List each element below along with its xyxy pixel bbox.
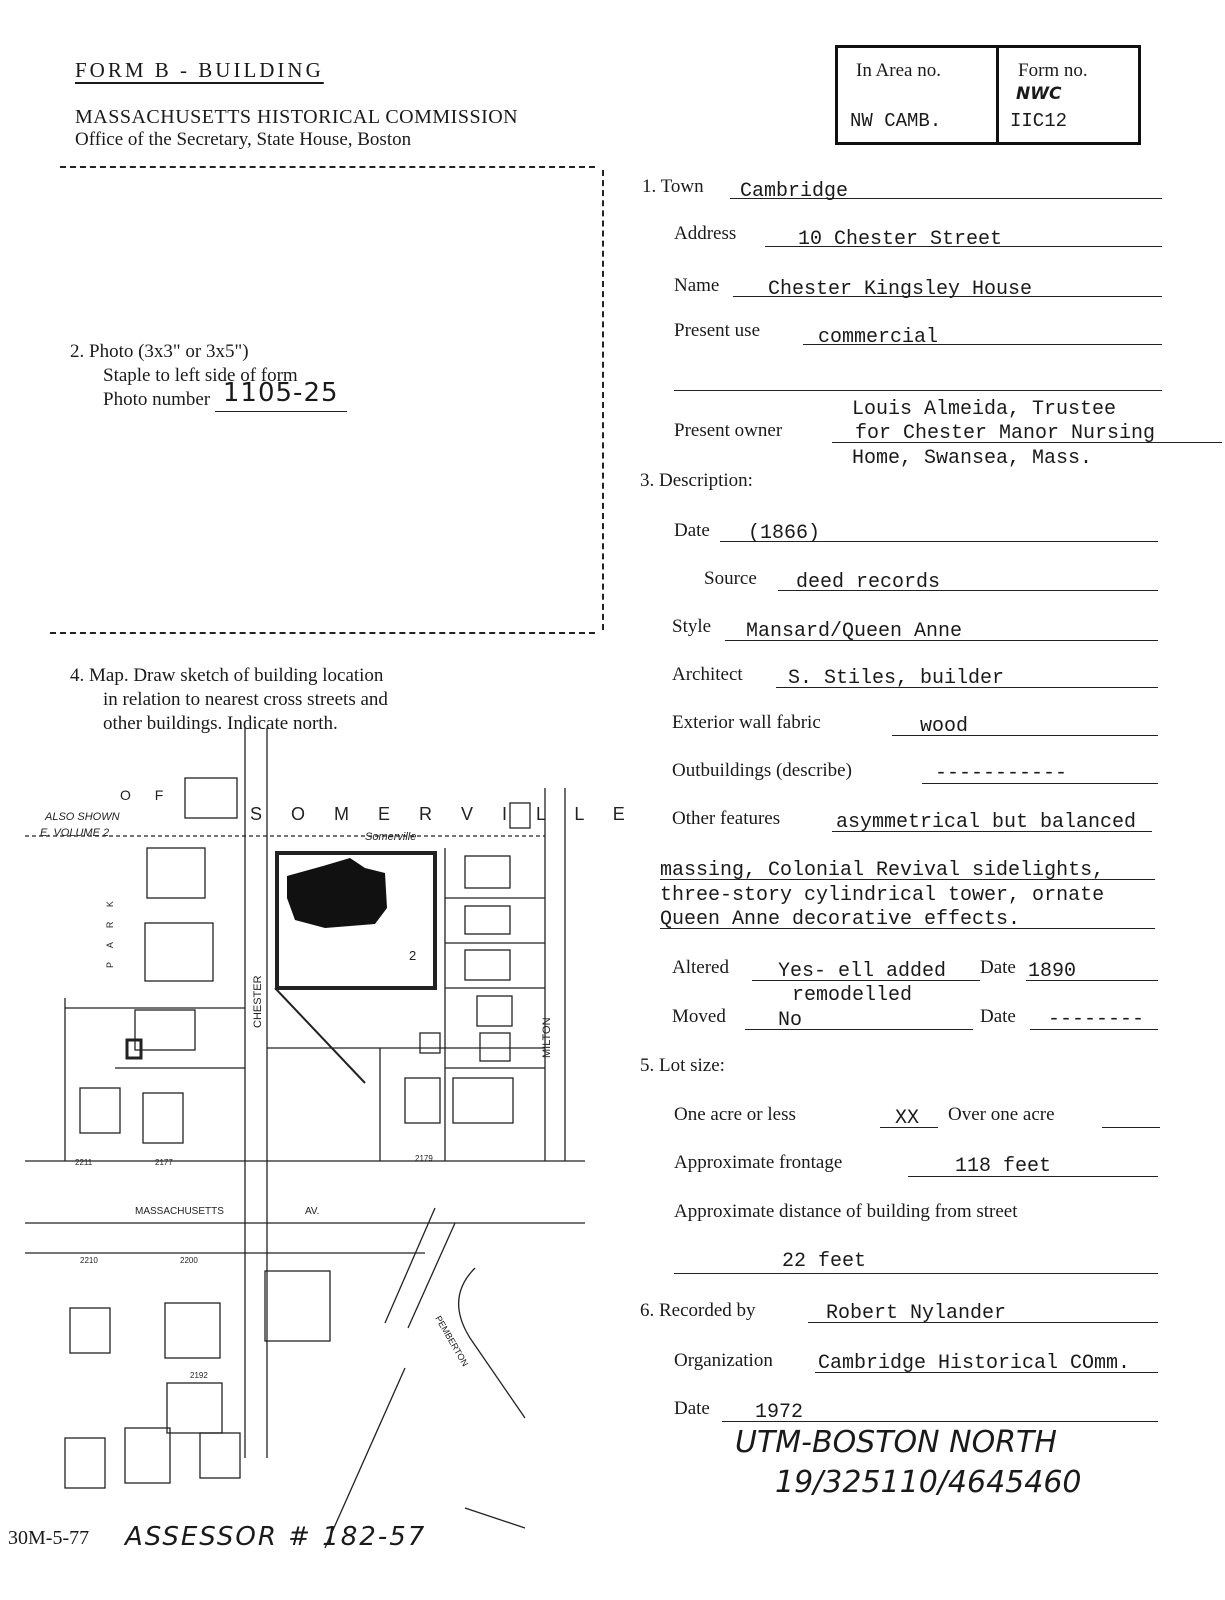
acre-less-label: One acre or less	[674, 1104, 796, 1125]
utm-line-1: UTM-BOSTON NORTH	[735, 1425, 1057, 1460]
organization-label: Organization	[674, 1350, 773, 1371]
label-somerville-small: Somerville	[365, 831, 417, 843]
altered-label: Altered	[672, 957, 729, 978]
label-somerville: S O M E R V I L L E	[250, 804, 637, 824]
style-label: Style	[672, 616, 712, 637]
features-line-4[interactable]: Queen Anne decorative effects.	[660, 908, 1021, 931]
date-label: Date	[674, 520, 710, 541]
fabric-value[interactable]: wood	[920, 715, 969, 738]
agency-name: MASSACHUSETTS HISTORICAL COMMISSION	[75, 106, 519, 128]
address-value[interactable]: 10 Chester Street	[798, 228, 1003, 251]
description-label: 3. Description:	[640, 470, 753, 491]
photo-instructions	[70, 340, 347, 412]
recorded-value[interactable]: Robert Nylander	[826, 1302, 1007, 1325]
utm-line-2: 19/325110/4645460	[775, 1465, 1082, 1500]
label-2211: 2211	[75, 1158, 93, 1167]
id-box-divider	[996, 48, 999, 142]
date-value[interactable]: (1866)	[748, 522, 821, 545]
location-map	[25, 728, 637, 1548]
acre-over-line	[1102, 1127, 1160, 1128]
label-of: O F	[120, 787, 174, 803]
label-chester: CHESTER	[252, 975, 264, 1028]
owner-label: Present owner	[674, 420, 783, 441]
features-line-2[interactable]: massing, Colonial Revival sidelights,	[660, 859, 1105, 882]
photo-number-value[interactable]: 1105-25	[222, 378, 339, 408]
altered-line-2[interactable]: remodelled	[792, 984, 913, 1007]
style-value[interactable]: Mansard/Queen Anne	[746, 620, 963, 643]
label-2192: 2192	[190, 1371, 208, 1380]
present-use-value[interactable]: commercial	[818, 326, 939, 349]
photo-area-bottom-border	[50, 632, 595, 634]
form-value-handwritten: NWC	[1016, 84, 1062, 104]
assessor-number: ASSESSOR # 182-57	[125, 1522, 427, 1552]
label-2200: 2200	[180, 1256, 198, 1265]
photo-line-2: Staple to left side of form	[103, 365, 298, 386]
label-park: P A R K	[105, 895, 115, 968]
distance-value[interactable]: 22 feet	[782, 1250, 867, 1273]
label-massachusetts: MASSACHUSETTS	[135, 1206, 224, 1217]
label-2179: 2179	[415, 1154, 433, 1163]
moved-date-label: Date	[980, 1006, 1016, 1027]
features-underline-2	[660, 879, 1155, 880]
moved-value[interactable]: No	[778, 1009, 803, 1032]
source-label: Source	[704, 568, 757, 589]
outbuildings-label: Outbuildings (describe)	[672, 760, 852, 781]
features-label: Other features	[672, 808, 781, 829]
owner-line-3[interactable]: Home, Swansea, Mass.	[852, 447, 1093, 470]
features-line-1[interactable]: asymmetrical but balanced	[836, 811, 1137, 834]
architect-value[interactable]: S. Stiles, builder	[788, 667, 1005, 690]
outbuildings-value[interactable]: -----------	[935, 762, 1068, 785]
photo-number-label: Photo number	[103, 389, 211, 410]
features-line-3[interactable]: three-story cylindrical tower, ornate	[660, 884, 1105, 907]
address-label: Address	[674, 223, 737, 244]
town-value[interactable]: Cambridge	[740, 180, 849, 203]
photo-area-top-border	[60, 166, 595, 168]
form-title: FORM B - BUILDING	[75, 58, 324, 82]
area-label: In Area no.	[856, 60, 941, 81]
map-line-1: 4. Map. Draw sketch of building location	[70, 665, 384, 686]
acre-less-value[interactable]: XX	[895, 1107, 920, 1130]
form-code: 30M-5-77	[8, 1527, 90, 1549]
recorded-label: 6. Recorded by	[640, 1300, 756, 1321]
organization-value[interactable]: Cambridge Historical COmm.	[818, 1352, 1131, 1375]
owner-line-2[interactable]: for Chester Manor Nursing	[855, 422, 1156, 445]
label-volume: E. VOLUME 2	[40, 827, 110, 839]
label-also-shown: ALSO SHOWN	[45, 811, 120, 823]
label-pemberton: PEMBERTON	[433, 1314, 471, 1369]
altered-value[interactable]: Yes- ell added	[778, 960, 947, 983]
altered-date-value[interactable]: 1890	[1028, 960, 1077, 983]
fabric-label: Exterior wall fabric	[672, 712, 821, 733]
architect-label: Architect	[672, 664, 743, 685]
lot-size-label: 5. Lot size:	[640, 1055, 725, 1076]
moved-label: Moved	[672, 1006, 726, 1027]
form-id-box	[835, 45, 1141, 145]
photo-number-row	[70, 378, 347, 412]
distance-line	[674, 1273, 1158, 1274]
agency-office: Office of the Secretary, State House, Boston	[75, 129, 412, 150]
label-2177: 2177	[155, 1158, 173, 1167]
area-value[interactable]: NW CAMB.	[850, 110, 942, 132]
name-label: Name	[674, 275, 720, 296]
label-milton: MILTON	[541, 1017, 553, 1058]
altered-date-label: Date	[980, 957, 1016, 978]
photo-line-1: 2. Photo (3x3" or 3x5")	[70, 341, 249, 362]
record-date-label: Date	[674, 1398, 710, 1419]
frontage-value[interactable]: 118 feet	[955, 1155, 1052, 1178]
features-underline-4	[660, 928, 1155, 929]
label-av: AV.	[305, 1206, 320, 1217]
moved-date-value[interactable]: --------	[1048, 1008, 1145, 1031]
frontage-label: Approximate frontage	[674, 1152, 843, 1173]
town-label: 1. Town	[642, 176, 704, 197]
lot-pointer-line	[275, 988, 365, 1083]
photo-number-line	[215, 378, 347, 412]
map-instructions	[70, 664, 388, 736]
name-value[interactable]: Chester Kingsley House	[768, 278, 1033, 301]
acre-over-label: Over one acre	[948, 1104, 1055, 1125]
form-label: Form no.	[1018, 60, 1088, 81]
form-value[interactable]: IIC12	[1010, 110, 1068, 132]
map-line-2: in relation to nearest cross streets and	[103, 689, 388, 710]
label-lot-2: 2	[409, 948, 417, 963]
photo-area-right-border	[602, 170, 604, 630]
map-line-3: other buildings. Indicate north.	[103, 713, 338, 734]
source-value[interactable]: deed records	[796, 571, 941, 594]
owner-line-1[interactable]: Louis Almeida, Trustee	[852, 398, 1117, 421]
label-2210: 2210	[80, 1256, 98, 1265]
record-date-value[interactable]: 1972	[755, 1401, 804, 1424]
subject-building	[287, 858, 387, 928]
distance-label: Approximate distance of building from street	[674, 1201, 1018, 1222]
present-use-line-2	[674, 390, 1162, 391]
present-use-label: Present use	[674, 320, 761, 341]
